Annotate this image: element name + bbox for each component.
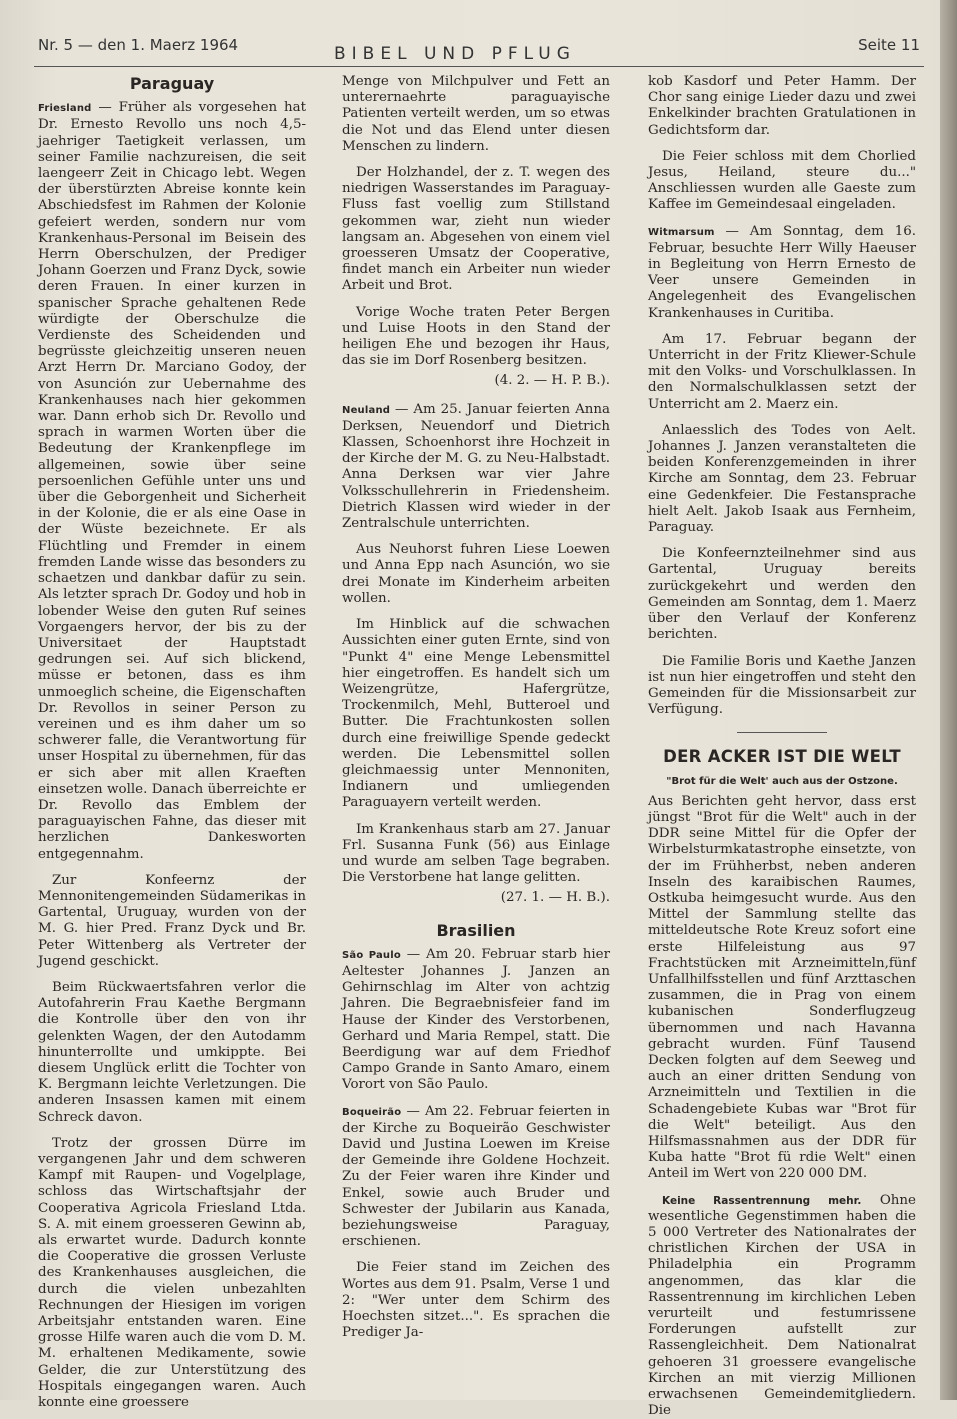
article-paragraph: Aus Neuhorst fuhren Liese Loewen und Anna Epp nach Asunción, wo sie drei Monate im Kinderheim arbeiten wollen. (342, 542, 610, 606)
page-binding-edge (940, 0, 957, 1400)
article-paragraph: Am 17. Februar begann der Unterricht in der Fritz Kliewer-Schule mit den Volks- und Vorschulklassen. In den Normalschulklassen setzt der Unterricht am 2. Maerz ein. (648, 331, 916, 412)
article-paragraph: Im Hinblick auf die schwachen Aussichten einer guten Ernte, sind von "Punkt 4" eine Menge Lebensmittel hier eingetroffen. Es handelt sich um Weizengrütze, Hafergrütze, Trockenmilch, Mehl, Butteroel und Butter. Die Frachtunkosten sollen durch eine freiwillige Spende gedeckt werden. Die Lebensmittel sollen gleichmaessig unter Mennoniten, Indianern und umliegenden Paraguayern verteilt werden. (342, 617, 610, 811)
inline-heading: Keine Rassentrennung mehr. (662, 1194, 862, 1207)
article-paragraph: Aus Berichten geht hervor, dass erst jüngst "Brot für die Welt" auch in der DDR seine Mittel für die Opfer der Wirbelsturmkatastrophe einsetzte, von der im Frühherbst, neben anderen Inseln des karaibischen Raumes, Ostkuba heimgesucht wurde. Aus den Mittel der Sammlung stellte das mitteldeutsche Rote Kreuz sofort eine erste Hilfeleistung aus 97 Frachtstücken mit Arzneimitteln,fünf Unfallhilfsstellen und fünf Arzttaschen zusammen, die in Prag von einem kubanischen Sonderflugzeug übernommen und nach Havanna gebracht wurden. Fünf Tausend Decken folgten auf dem Seeweg und auch an einer dritten Sendung von Arzneimitteln und Textilien in die Schadengebiete Kubas war "Brot für die Welt" beteiligt. Aus den Hilfsmassnahmen aus der DDR für Kuba hatte "Brot fü rdie Welt" einen Anteil im Wert von 220 000 DM. (648, 793, 916, 1182)
place-name: Friesland (38, 103, 92, 115)
article-paragraph: Im Krankenhaus starb am 27. Januar Frl. Susanna Funk (56) aus Einlage und wurde am selben Tage begraben. Die Verstorbene hat lange gelitten. (342, 821, 610, 886)
article-paragraph: Trotz der grossen Dürre im vergangenen Jahr und dem schweren Kampf mit Raupen- und Vogelplage, schloss das Wirtschaftsjahr der Cooperativa Agricola Friesland Ltda. S. A. mit einem groesseren Gewinn ab, als erwartet wurde. Dadurch konnte die Cooperative die grossen Verluste des Krankenhauses ausgleichen, die durch die vielen unbezahlten Rechnungen der Hiesigen im vorigen Arbeitsjahr entstanden waren. Eine grosse Hilfe waren auch die vom D. M. M. erhaltenen Medikamente, sowie Gelder, die zur Unterstützung des Hospitals eingegangen waren. Auch konnte eine groessere (38, 1135, 306, 1411)
page-header (34, 30, 924, 70)
author-signature: (27. 1. — H. B.). (500, 890, 610, 906)
author-signature: (4. 2. — H. P. B.). (494, 373, 610, 389)
article-paragraph: Die Feier schloss mit dem Chorlied Jesus, Heiland, steure du..." Anschliessen wurden alle Gaeste zum Kaffee im Gemeindesaal eingeladen. (648, 148, 916, 213)
paragraph-text: — Am 22. Februar feierten in der Kirche zu Boqueirão Geschwister David und Justina Loewen im Kreise der Gemeinde ihre Goldene Hochzeit. Zu der Feier waren ihre Kinder und Enkel, sowie auch Bruder und Schwester der Jubilarin aus Kanada, beziehungsweise Paraguay, erschienen. (342, 1103, 610, 1250)
article-paragraph (342, 1104, 610, 1251)
article-paragraph: Die Familie Boris und Kaethe Janzen ist nun hier eingetroffen und steht den Gemeinden für die Missionsarbeit zur Verfügung. (648, 653, 916, 718)
publication-title: BIBEL UND PFLUG (334, 44, 576, 64)
column-2 (342, 74, 610, 1370)
paragraph-text: — Am Sonntag, dem 16. Februar, besuchte Herr Willy Haeuser in Begleitung von Herrn Ernesto de Veer unsere Gemeinden in Angelegenheit des Evangelischen Krankenhauses in Curitiba. (648, 223, 916, 321)
section-divider (737, 732, 827, 733)
page-number: Seite 11 (858, 36, 920, 54)
article-paragraph: Anlaesslich des Todes von Aelt. Johannes J. Janzen veranstalteten die beiden Konferenzgemeinden in ihrer Kirche am Sonntag, dem 23. Februar eine Gedenkfeier. Die Festansprache hielt Aelt. Jakob Isaak aus Fernheim, Paraguay. (648, 422, 916, 536)
paragraph-text: Ohne wesentliche Gegenstimmen haben die 5 000 Vertreter des Nationalrates der christlichen Kirchen der USA in Philadelphia ein Programm angenommen, das klar die Rassentrennung im kirchlichen Leben verurteilt und festumrissene Forderungen aufstellt zur Rassengleichheit. Dem Nationalrat gehoeren 31 groessere evangelische Kirchen an mit vierzig Millionen erwachsenen Gemeindemitgliedern. Die (648, 1192, 916, 1419)
article-paragraph (342, 947, 610, 1094)
article-paragraph: Beim Rückwaertsfahren verlor die Autofahrerin Frau Kaethe Bergmann die Kontrolle über den von ihr gelenkten Wagen, der den Autodamm hinunterrollte und umkippte. Bei diesem Unglück erlitt die Tochter von K. Bergmann leichte Verletzungen. Die anderen Insassen kamen mit einem Schreck davon. (38, 979, 306, 1125)
paragraph-text: — Früher als vorgesehen hat Dr. Ernesto Revollo uns noch 4,5-jaehriger Taetigkeit verlassen, um seiner Familie nachzureisen, die seit laengeerr Zeit in Chicago lebt. Wegen der überstürzten Abreise konnte kein Abschiedsfest im Rahmen der Kolonie gefeiert werden, sondern nur vom Krankenhaus-Personal im Beisein des Herrn Oberschulzen, der Prediger Johann Goerzen und Franz Dyck, sowie deren Frauen. In einer kurzen in spanischer Sprache gehaltenen Rede würdigte der Oberschulze die Verdienste des Scheidenden und begrüsste gleichzeitig unseren neuen Arzt Herrn Dr. Marciano Godoy, der von Asunción zur Uebernahme des Krankenhauses nach hier gekommen war. Dann erhob sich Dr. Revollo und sprach in warmen Worten über die Bedeutung der Krankenpflege im allgemeinen, sowie über seine persoenlichen Gefühle unter uns und über die Geborgenheit und Sicherheit in der Kolonie, die er als eine Oase in der Wüste bezeichnete. Er als Flüchtling und Fremder in einem fremden Lande wisse das besonders zu schaetzen und dankbar dafür zu sein. Als letzter sprach Dr. Godoy und hob in lobender Weise den guten Ruf seines Vorgaengers hervor, der bis zu der Universitaet der Hauptstadt gedrungen sei. Auf sich blickend, müsse er betonen, dass es ihm unmoeglich scheine, die Eigenschaften Dr. Revollos in seiner Person zu vereinen und es ihm daher um so schwerer falle, die Verantwortung für unser Hospital zu übernehmen, für das er sich aber mit allen Kraeften einsetzen wolle. Danach überreichte er Dr. Revollo das Emblem der paraguayischen Fahne, das dieser mit herzlichen Dankesworten entgegennahm. (38, 100, 306, 862)
place-name: Witmarsum (648, 226, 715, 238)
issue-date: Nr. 5 — den 1. Maerz 1964 (38, 36, 239, 54)
place-name: Boqueirão (342, 1106, 402, 1118)
article-paragraph: Vorige Woche traten Peter Bergen und Luise Hoots in den Stand der heiligen Ehe und bezogen ihr Haus, das sie im Dorf Rosenberg besitzen. (342, 304, 610, 369)
article-paragraph (38, 100, 306, 863)
section-title-paraguay: Paraguay (129, 74, 215, 93)
column-3 (648, 74, 916, 1419)
article-paragraph: Menge von Milchpulver und Fett an unterernaehrte paraguayische Patienten verteilt werden, um so etwas die Not und das Elend unter diesen Menschen zu lindern. (342, 74, 610, 154)
place-name: Neuland (342, 404, 391, 416)
article-paragraph (648, 1193, 916, 1419)
article-paragraph: Zur Konfeernz der Mennonitengemeinden Südamerikas in Gartental, Uruguay, wurden von der M. G. hier Pred. Franz Dyck und Br. Peter Wittenberg als Vertreter der Jugend geschickt. (38, 872, 306, 969)
article-paragraph: Der Holzhandel, der z. T. wegen des niedrigen Wasserstandes im Paraguay-Fluss fast voellig zum Stillstand gekommen war, zieht nun wieder langsam an. Abgesehen von einem viel groesseren Umsatz der Cooperative, findet manch ein Arbeiter nun wieder Arbeit und Brot. (342, 165, 610, 294)
article-subheadline: "Brot für die Welt' auch aus der Ostzone. (666, 775, 898, 787)
article-paragraph (342, 402, 610, 533)
article-paragraph (648, 224, 916, 322)
article-headline: DER ACKER IST DIE WELT (663, 747, 901, 767)
section-title-brasilien: Brasilien (436, 920, 516, 940)
article-paragraph: Die Konfeernzteilnehmer sind aus Gartental, Uruguay bereits zurückgekehrt und werden den Gemeinden am Sonntag, dem 1. Maerz über den Verlauf der Konferenz berichten. (648, 546, 916, 643)
paragraph-text: — Am 25. Januar feierten Anna Derksen, Neuendorf und Dietrich Klassen, Schoenhorst ihre Hochzeit in der Kirche der M. G. zu Neu-Halbstadt. Anna Derksen war vier Jahre Volksschullehrerin in Friedensheim. Dietrich Klassen wird wieder in der Zentralschule unterrichten. (342, 401, 610, 532)
place-name: São Paulo (342, 949, 401, 961)
article-paragraph: Die Feier stand im Zeichen des Wortes aus dem 91. Psalm, Verse 1 und 2: "Wer unter dem Schirm des Hoechsten sitzet...". Es sprachen die Prediger Ja- (342, 1260, 610, 1341)
paragraph-text: — Am 20. Februar starb hier Aeltester Johannes J. Janzen an Gehirnschlag im Alter von achtzig Jahren. Die Begraebnisfeier fand im Hause der Kinder des Verstorbenen, Gerhard und Maria Rempel, statt. Die Beerdigung war auf dem Friedhof Campo Grande in Santo Amaro, einem Vorort von São Paulo. (342, 946, 611, 1093)
column-1 (38, 74, 306, 1411)
article-paragraph: kob Kasdorf und Peter Hamm. Der Chor sang einige Lieder dazu und zwei Enkelkinder brachten Gratulationen in Gedichtsform dar. (648, 74, 916, 138)
header-rule (34, 66, 924, 67)
